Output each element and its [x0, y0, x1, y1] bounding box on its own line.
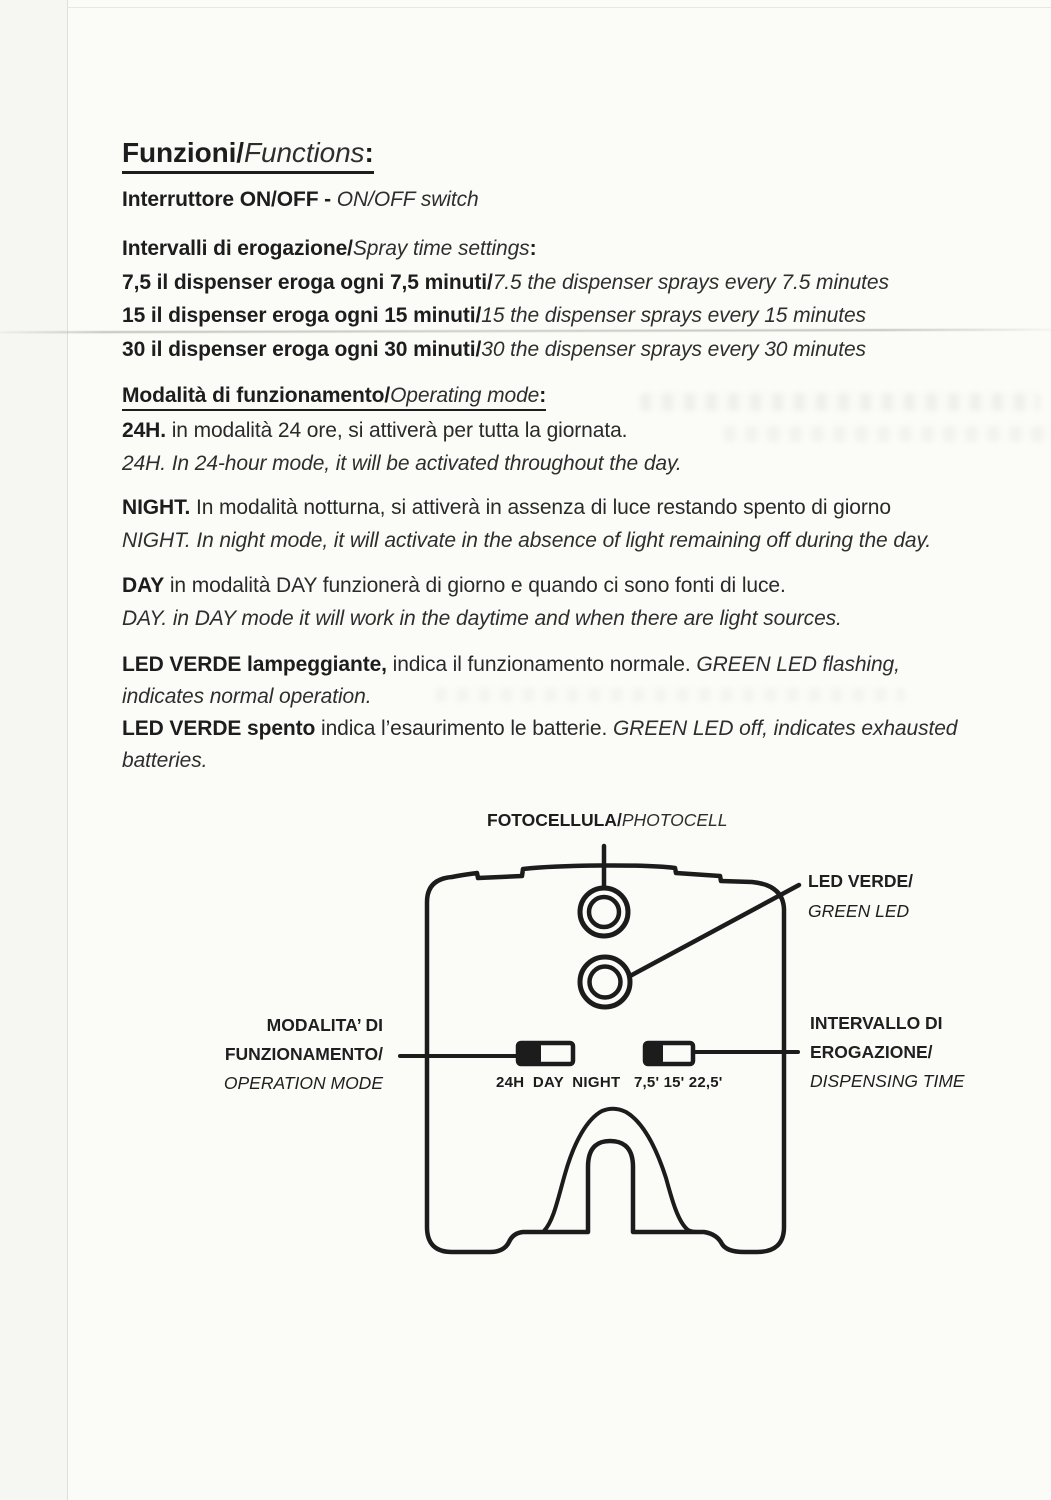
text-segment: In modalità notturna, si attiverà in assenza di luce restando spento di giorno — [190, 496, 891, 519]
text-segment: : — [529, 237, 537, 260]
green-led-label — [808, 866, 913, 926]
text-segment: GREEN LED off, indicates exhausted — [612, 717, 958, 740]
green-led-label-it: LED VERDE/ — [808, 871, 914, 891]
text-segment: Modalità di funzionamento/ — [122, 384, 391, 407]
green-led-flashing-line — [122, 653, 900, 677]
text-segment: LED VERDE spento — [122, 717, 316, 740]
operation-mode-label-line2: FUNZIONAMENTO/ — [224, 1044, 383, 1064]
spray-setting-7-5-line — [122, 271, 889, 295]
interval-switch-knob — [645, 1043, 663, 1064]
text-segment: indica l’esaurimento le batterie. — [315, 717, 613, 740]
text-segment: 24H. In 24-hour mode, it will be activated throughout the day. — [122, 452, 682, 475]
text-segment: : — [364, 137, 374, 168]
operation-mode-label — [168, 1011, 383, 1098]
spray-setting-30-line — [122, 338, 866, 362]
mode-24h-english-line — [122, 452, 682, 476]
dispensing-time-label — [810, 1009, 965, 1096]
dispensing-time-label-line3: DISPENSING TIME — [810, 1071, 965, 1091]
green-led-off-line-2 — [122, 749, 207, 773]
bleedthrough-smudge — [724, 426, 1051, 442]
spray-setting-15-line — [122, 304, 866, 328]
text-segment: 7,5 il dispenser eroga ogni 7,5 minuti/ — [122, 271, 493, 294]
mode-night-italian-line — [122, 496, 891, 520]
text-segment: 7.5 the dispenser sprays every 7.5 minutes — [492, 271, 889, 294]
page-title — [122, 137, 374, 174]
text-segment: LED VERDE lampeggiante, — [122, 653, 387, 676]
green-led-off-line — [122, 717, 957, 741]
text-segment: NIGHT. In night mode, it will activate in the absence of light remaining off during the day. — [122, 529, 932, 552]
text-segment: NIGHT. — [122, 496, 191, 519]
text-segment: 15 the dispenser sprays every 15 minutes — [481, 304, 866, 327]
mode-day-english-line — [122, 607, 842, 631]
text-segment: in modalità DAY funzionerà di giorno e quando ci sono fonti di luce. — [164, 574, 786, 597]
onoff-switch-line — [122, 188, 479, 212]
page-title-text — [122, 137, 374, 174]
text-segment: 30 il dispenser eroga ogni 30 minuti/ — [122, 338, 482, 361]
bleedthrough-smudge — [640, 393, 1040, 411]
text-segment: Functions — [243, 137, 365, 168]
text-segment: 15 il dispenser eroga ogni 15 minuti/ — [122, 304, 482, 327]
operating-mode-heading — [122, 384, 546, 411]
mode-switch-knob — [518, 1043, 541, 1064]
bleedthrough-smudge — [435, 688, 905, 702]
text-segment: batteries. — [122, 749, 208, 772]
mode-slide-switch — [518, 1043, 573, 1064]
dispensing-time-label-line1: INTERVALLO DI — [810, 1013, 943, 1033]
text-segment: GREEN LED flashing, — [696, 653, 900, 676]
spray-settings-heading — [122, 237, 536, 261]
photocell-circle-inner — [589, 897, 619, 927]
mode-24h-italian-line — [122, 419, 627, 443]
paper-top-edge — [67, 7, 1051, 8]
text-segment: ON/OFF switch — [336, 188, 479, 211]
text-segment: Funzioni/ — [122, 137, 244, 168]
text-segment: : — [539, 384, 547, 407]
text-segment: indica il funzionamento normale. — [386, 653, 697, 676]
text-segment: Intervalli di erogazione/ — [122, 237, 353, 260]
operation-mode-label-line3: OPERATION MODE — [223, 1073, 383, 1093]
text-segment: Operating mode — [390, 384, 540, 407]
interval-switch-positions-label: 7,5' 15' 22,5' — [634, 1074, 723, 1091]
text-segment: DAY — [122, 574, 165, 597]
green-led-flashing-line-2 — [122, 685, 371, 709]
operation-mode-label-line1: MODALITA’ DI — [266, 1015, 383, 1035]
green-led-label-en: GREEN LED — [808, 901, 910, 921]
text-segment: Interruttore ON/OFF - — [122, 188, 337, 211]
green-led-circle-inner — [590, 967, 621, 998]
text-segment: PHOTOCELL — [621, 810, 728, 830]
dispensing-time-label-line2: EROGAZIONE/ — [810, 1042, 933, 1062]
mode-day-italian-line — [122, 574, 786, 598]
interval-slide-switch — [645, 1043, 693, 1064]
text-segment: DAY. in DAY mode it will work in the daytime and when there are light sources. — [122, 607, 842, 630]
text-segment: FOTOCELLULA/ — [487, 810, 622, 830]
mode-night-english-line — [122, 529, 931, 553]
text-segment: 30 the dispenser sprays every 30 minutes — [481, 338, 866, 361]
text-segment: Spray time settings — [352, 237, 530, 260]
text-segment: indicates normal operation. — [122, 685, 372, 708]
photocell-label — [487, 806, 728, 835]
dispenser-device-diagram — [388, 838, 818, 1270]
text-segment: 24H. — [122, 419, 166, 442]
text-segment: in modalità 24 ore, si attiverà per tutta la giornata. — [165, 419, 628, 442]
bell-contour-line — [544, 1109, 698, 1232]
mode-switch-positions-label: 24H DAY NIGHT — [496, 1074, 621, 1091]
green-led-leader-line — [630, 885, 799, 976]
fold-crease-line — [0, 329, 1051, 334]
scanner-margin — [0, 0, 68, 1500]
operating-mode-heading-text — [122, 384, 546, 411]
